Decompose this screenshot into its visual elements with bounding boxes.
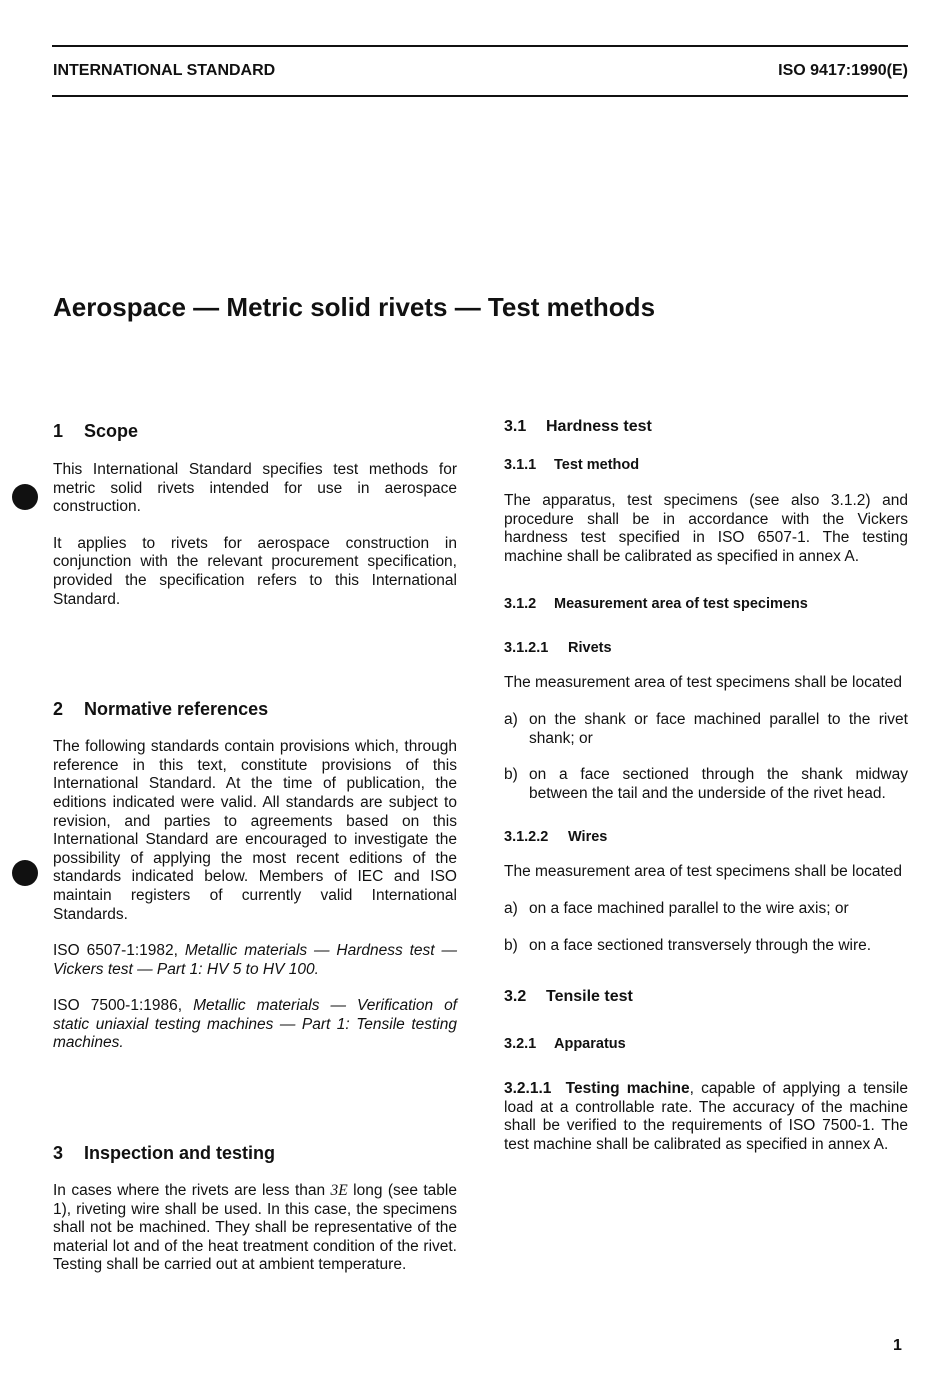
list-text: on the shank or face machined parallel to the rivet shank; or — [529, 710, 908, 747]
section-title: Measurement area of test specimens — [554, 596, 808, 613]
section-2-heading — [53, 699, 457, 720]
list-item — [504, 711, 908, 748]
section-3-heading — [53, 1143, 457, 1164]
list-item — [504, 900, 908, 919]
margin-bullet-1 — [12, 484, 38, 510]
section-1-heading — [53, 421, 457, 442]
inspection-text-a: In cases where the rivets are less than — [53, 1182, 331, 1200]
section-title: Hardness test — [546, 418, 652, 435]
header-left: INTERNATIONAL STANDARD — [53, 62, 276, 79]
section-3-1-2-heading — [504, 596, 908, 612]
normative-references-paragraph: The following standards contain provisions which, through reference in this text, constitute provisions of this International Standard. At the time of publication, the editions indicated were valid. All standards are subject to revision, and parties to agreements based on this International Standard are encouraged to investigate the possibility of applying the most recent editions of the standards indicated below. Members of IEC and ISO maintain registers of currently valid International Standards. — [53, 738, 457, 923]
section-title: Inspection and testing — [84, 1143, 276, 1164]
testing-machine-paragraph — [504, 1080, 908, 1154]
list-text: on a face machined parallel to the wire axis; or — [529, 899, 849, 917]
section-title: Apparatus — [554, 1036, 626, 1053]
inspection-text-b: long (see table 1), riveting wire shall be used. In this case, the specimens shall not be machined. They shall be representative of the material lot and of the heat treatment condition of the rivet. Testing shall be carried out at ambient temperature. — [53, 1182, 457, 1274]
reference-title: Metallic materials — Verification of static uniaxial testing machines — Part 1: Tensile testing machines. — [53, 997, 457, 1052]
section-title: Wires — [568, 829, 608, 846]
page-number: 1 — [893, 1337, 902, 1354]
reference-iso-6507-1 — [53, 942, 457, 979]
list-text: on a face sectioned through the shank midway between the tail and the underside of the rivet head. — [529, 766, 908, 802]
scope-paragraph-1: This International Standard specifies test methods for metric solid rivets intended for use in aerospace construction. — [53, 461, 457, 516]
document-title: Aerospace — Metric solid rivets — Test methods — [53, 292, 656, 322]
section-title: Test method — [554, 457, 640, 473]
list-item — [504, 937, 908, 956]
math-3e: 3E — [330, 1182, 348, 1200]
test-method-paragraph: The apparatus, test specimens (see also 3.1.2) and procedure shall be in accordance with the Vickers hardness test specified in ISO 6507-1. The testing machine shall be calibrated as specified in annex A. — [504, 492, 908, 565]
section-number: 3.1.2.2 — [504, 829, 549, 846]
section-number: 3 — [53, 1143, 64, 1164]
list-label: a) — [504, 899, 518, 917]
defined-term: Testing machine — [565, 1080, 690, 1098]
reference-code: ISO 6507-1:1982, — [53, 942, 178, 960]
section-number: 3.2.1 — [504, 1036, 537, 1053]
section-number: 2 — [53, 699, 64, 720]
section-title: Scope — [84, 421, 139, 441]
section-3-1-2-1-heading — [504, 640, 908, 656]
reference-title: Metallic materials — Hardness test — Vickers test — Part 1: HV 5 to HV 100. — [53, 942, 457, 978]
list-label: a) — [504, 710, 518, 728]
section-title: Tensile test — [546, 988, 633, 1006]
right-column — [504, 418, 908, 1155]
section-number: 3.1.2.1 — [504, 640, 549, 657]
header-bottom-rule — [52, 95, 908, 97]
section-3-1-1-heading — [504, 457, 908, 473]
margin-bullet-2 — [12, 860, 38, 886]
rivets-paragraph: The measurement area of test specimens shall be located — [504, 674, 903, 692]
section-number: 1 — [53, 421, 64, 441]
section-number: 3.1.2 — [504, 596, 537, 613]
inspection-paragraph — [53, 1182, 457, 1275]
section-3-1-2-2-heading — [504, 829, 908, 845]
section-number: 3.2 — [504, 988, 527, 1006]
reference-iso-7500-1 — [53, 997, 457, 1053]
list-label: b) — [504, 936, 518, 954]
section-number: 3.1 — [504, 418, 527, 435]
left-column — [53, 418, 457, 1275]
list-item — [504, 766, 908, 803]
list-label: b) — [504, 766, 518, 784]
section-3-1-heading — [504, 418, 908, 436]
clause-text: , capable of applying a tensile load at a controllable rate. The accuracy of the machine shall be verified to the requirements of ISO 7500-1. The test machine shall be calibrated as specified in annex A. — [504, 1080, 908, 1153]
clause-number: 3.2.1.1 — [504, 1080, 552, 1098]
section-number: 3.1.1 — [504, 457, 537, 473]
list-text: on a face sectioned transversely through the wire. — [529, 936, 872, 954]
section-3-2-1-heading — [504, 1036, 908, 1052]
section-title: Rivets — [568, 640, 612, 657]
wires-paragraph: The measurement area of test specimens shall be located — [504, 863, 903, 881]
scope-paragraph-2: It applies to rivets for aerospace construction in conjunction with the relevant procurement specification, provided the specification refers to this International Standard. — [53, 534, 457, 608]
header-right: ISO 9417:1990(E) — [778, 62, 908, 79]
reference-code: ISO 7500-1:1986, — [53, 997, 183, 1015]
top-rule — [52, 45, 908, 47]
section-3-2-heading — [504, 988, 908, 1006]
section-title: Normative references — [84, 699, 269, 720]
